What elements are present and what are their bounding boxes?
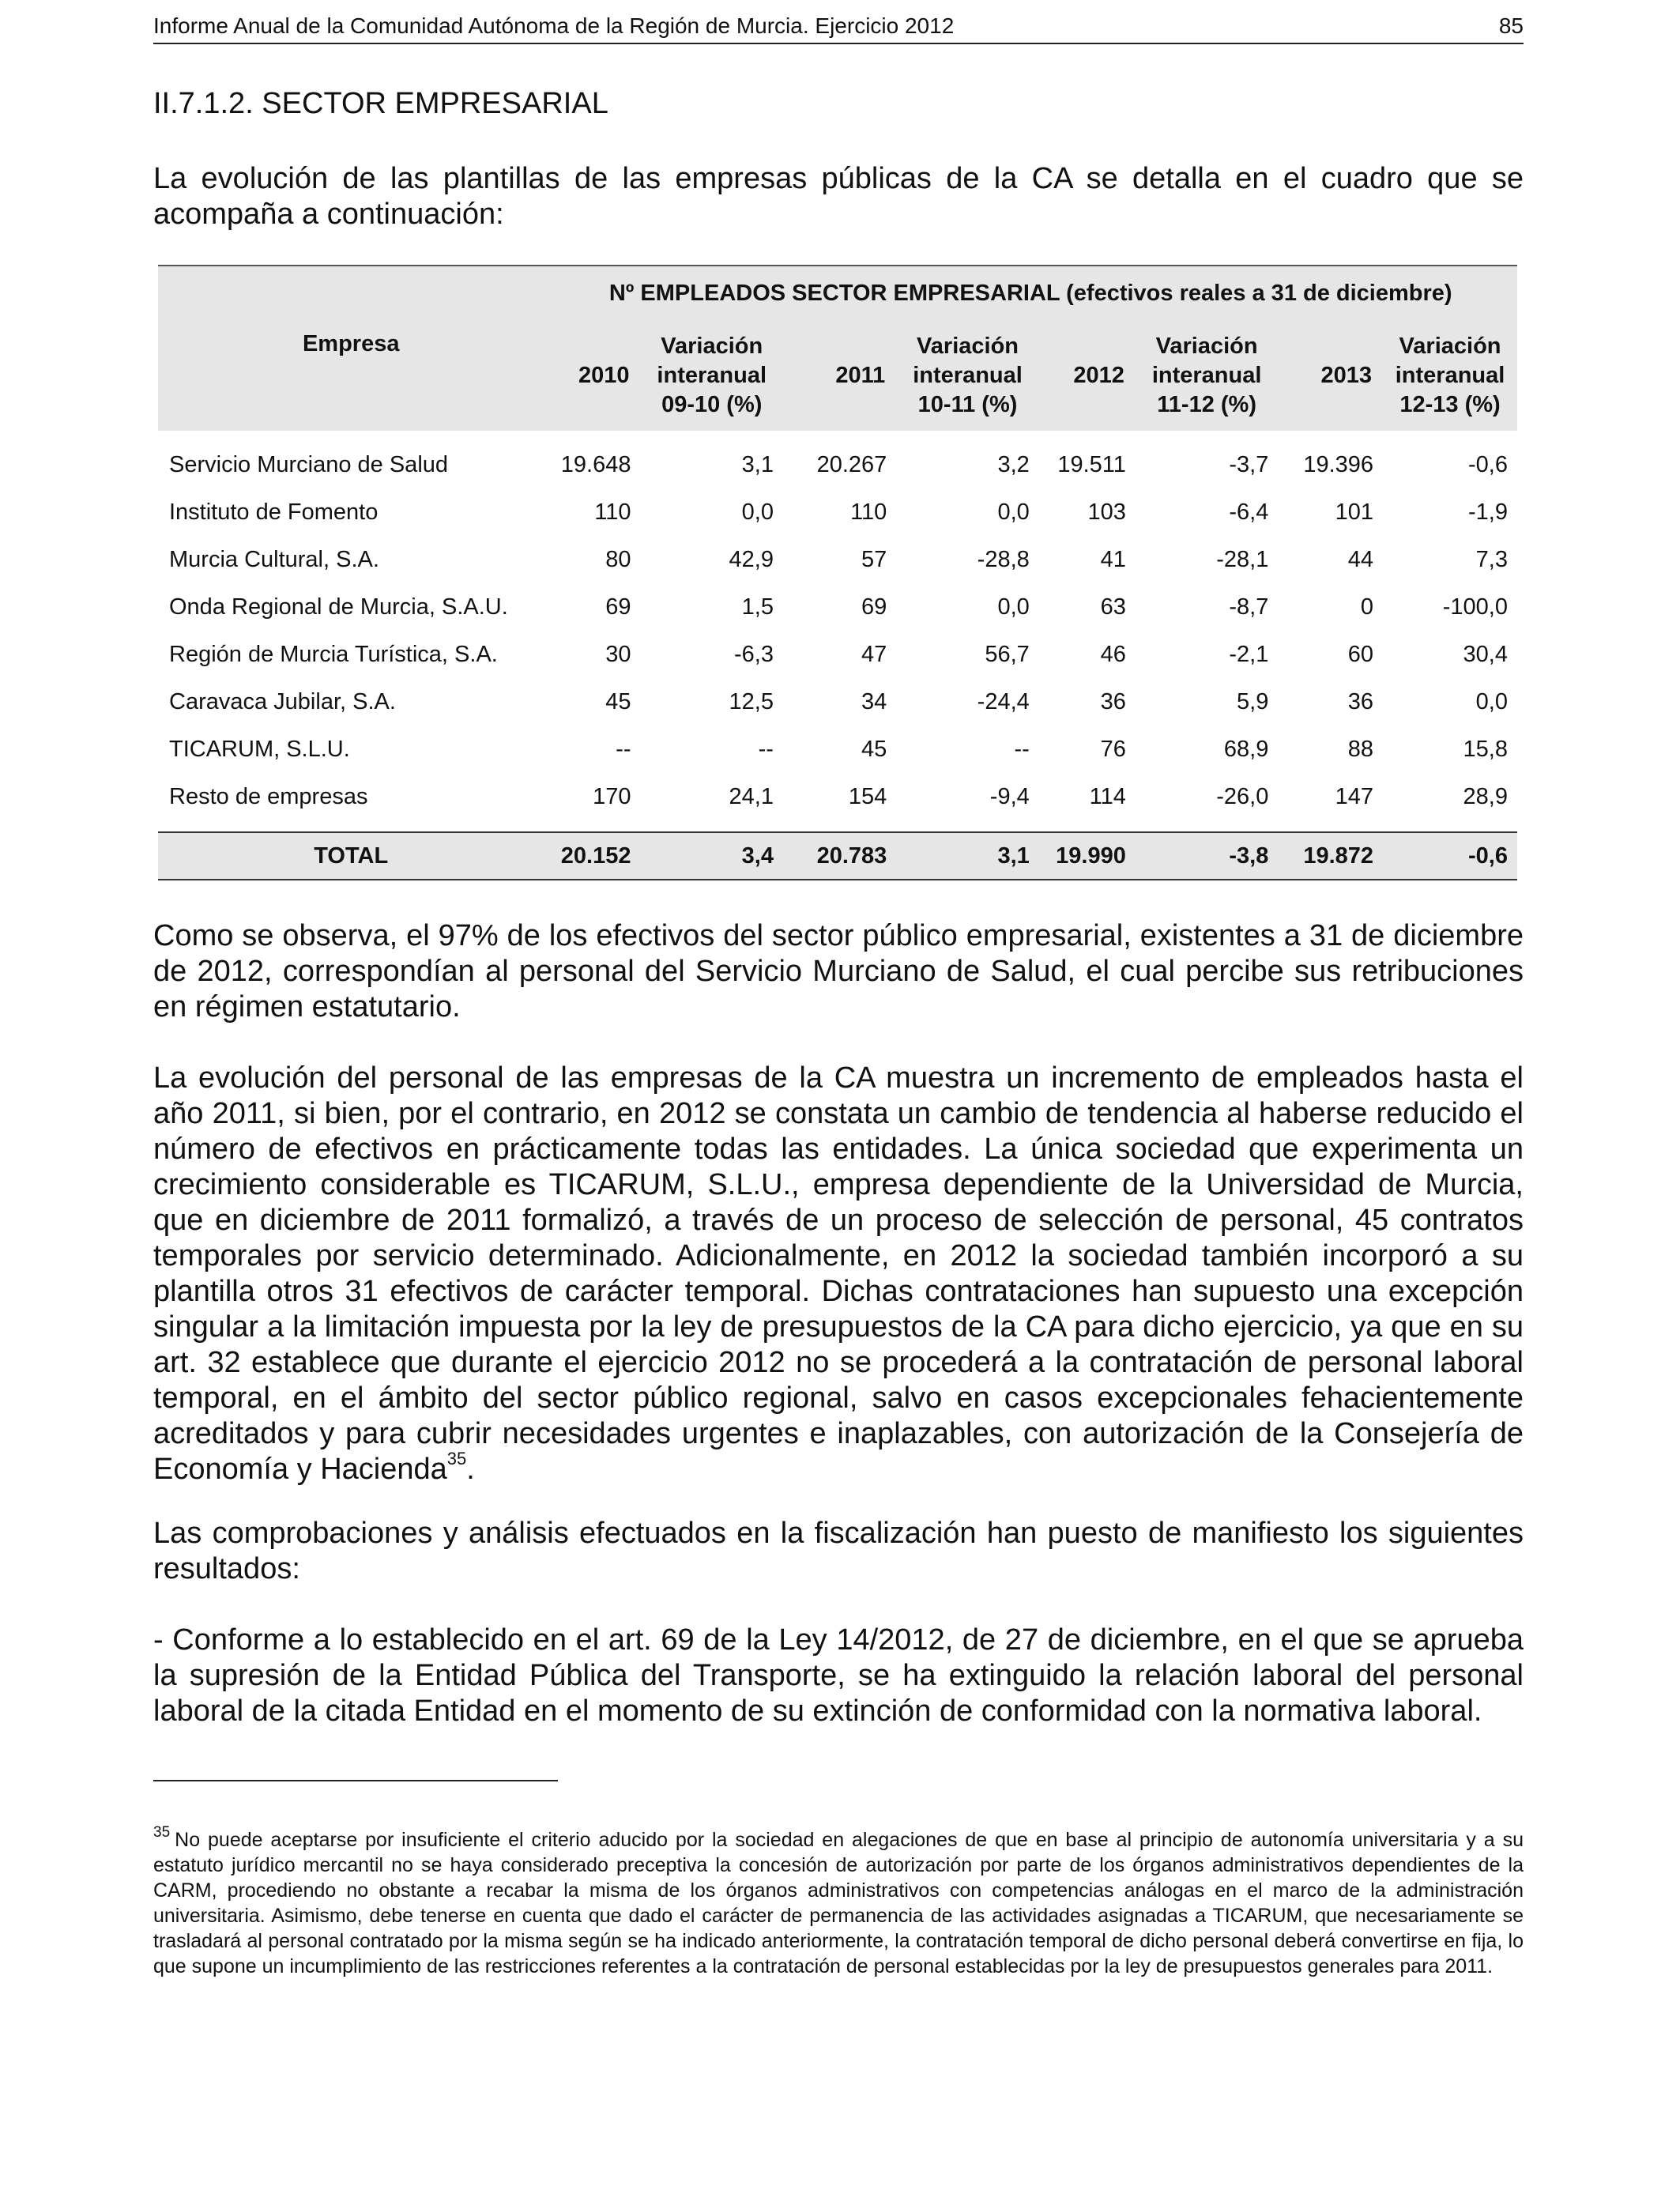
value-cell: 1,5 [741, 594, 774, 620]
total-value-cell: 19.872 [1278, 832, 1383, 880]
value-cell: 19.396 [1303, 451, 1374, 477]
company-name-cell: Onda Regional de Murcia, S.A.U. [169, 594, 508, 620]
page-number: 85 [1498, 13, 1524, 38]
column-header-4 [1039, 320, 1136, 431]
company-name-cell: Resto de empresas [169, 783, 368, 809]
value-cell: -28,1 [1216, 546, 1269, 572]
column-header-line: 10-11 (%) [917, 391, 1018, 417]
value-cell: -- [758, 736, 774, 762]
value-cell: 3,2 [997, 451, 1030, 477]
value-cell: 19.511 [1057, 451, 1126, 477]
total-value-cell: 3,1 [896, 832, 1038, 880]
column-header-1 [640, 320, 782, 431]
value-cell: 36 [1347, 688, 1374, 714]
column-header-line: Variación [661, 333, 763, 359]
value-cell: -1,9 [1468, 499, 1508, 525]
value-cell: -100,0 [1442, 594, 1508, 620]
value-cell: 19.648 [560, 451, 631, 477]
table-row [158, 431, 1517, 488]
header-title: Informe Anual de la Comunidad Autónoma de la Región de Murcia. Ejercicio 2012 [153, 13, 955, 38]
value-cell: -3,7 [1229, 451, 1269, 477]
column-header-5 [1136, 320, 1278, 431]
table-row [158, 773, 1517, 820]
value-cell: 68,9 [1223, 736, 1269, 762]
value-cell: -- [1014, 736, 1030, 762]
intro-paragraph: La evolución de las plantillas de las empresas públicas de la CA se detalla en el cuadro que se acompaña a continuación: [153, 162, 1524, 231]
spacer-cell [158, 820, 1517, 832]
value-cell: 24,1 [729, 783, 774, 809]
value-cell: 45 [861, 736, 887, 762]
column-header-2 [783, 320, 896, 431]
table-row [158, 536, 1517, 583]
value-cell: 80 [605, 546, 631, 572]
total-row [158, 832, 1517, 880]
total-value-cell: 20.783 [783, 832, 896, 880]
column-header-line: 2013 [1320, 362, 1373, 388]
value-cell: 34 [861, 688, 887, 714]
company-name-cell: Región de Murcia Turística, S.A. [169, 641, 498, 667]
value-cell: 41 [1100, 546, 1126, 572]
value-cell: -2,1 [1229, 641, 1269, 667]
column-header-line: 11-12 (%) [1157, 391, 1256, 417]
section-title: II.7.1.2. SECTOR EMPRESARIAL [153, 87, 608, 120]
column-header-3 [896, 320, 1038, 431]
value-cell: -9,4 [989, 783, 1030, 809]
value-cell: 63 [1100, 594, 1126, 620]
paragraph-3: Las comprobaciones y análisis efectuados en la fiscalización han puesto de manifiesto los siguientes resultados: [153, 1517, 1524, 1585]
value-cell: 15,8 [1463, 736, 1508, 762]
paragraph-1: Como se observa, el 97% de los efectivos del sector público empresarial, existentes a 31 de diciembre de 2012, correspondían al personal del Servicio Murciano de Salud, el cual percibe sus retribuciones en régimen estatutario. [153, 919, 1524, 1023]
value-cell: 5,9 [1237, 688, 1269, 714]
table-row [158, 631, 1517, 678]
column-header-6 [1278, 320, 1383, 431]
column-header-line: interanual [1395, 362, 1505, 388]
employees-table [158, 265, 1517, 880]
value-cell: 147 [1335, 783, 1374, 809]
table-group-title: Nº EMPLEADOS SECTOR EMPRESARIAL (efectivos reales a 31 de diciembre) [544, 266, 1517, 320]
value-cell: 0,0 [741, 499, 774, 525]
column-header-line: interanual [913, 362, 1023, 388]
value-cell: 7,3 [1475, 546, 1508, 572]
total-value-cell: 20.152 [544, 832, 640, 880]
value-cell: 0,0 [997, 594, 1030, 620]
value-cell: 69 [605, 594, 631, 620]
value-cell: 30 [605, 641, 631, 667]
spacer-row [158, 820, 1517, 832]
value-cell: 0,0 [997, 499, 1030, 525]
footnote [153, 1824, 1524, 1979]
value-cell: 57 [861, 546, 887, 572]
column-header-line: 12-13 (%) [1399, 391, 1501, 417]
column-header-0 [544, 320, 640, 431]
value-cell: 0 [1360, 594, 1374, 620]
empresa-header: Empresa [158, 266, 544, 431]
company-name-cell: Instituto de Fomento [169, 499, 379, 525]
value-cell: 69 [861, 594, 887, 620]
table-row [158, 726, 1517, 773]
value-cell: 20.267 [816, 451, 887, 477]
column-header-line: 09-10 (%) [661, 391, 763, 417]
paragraph-2-end: . [466, 1453, 475, 1486]
value-cell: 154 [848, 783, 887, 809]
value-cell: 42,9 [729, 546, 774, 572]
value-cell: -28,8 [977, 546, 1030, 572]
value-cell: 44 [1347, 546, 1374, 572]
column-header-7 [1383, 320, 1517, 431]
value-cell: -6,3 [733, 641, 774, 667]
company-name-cell: Servicio Murciano de Salud [169, 451, 449, 477]
value-cell: 45 [605, 688, 631, 714]
value-cell: 3,1 [741, 451, 774, 477]
company-name-cell: Murcia Cultural, S.A. [169, 546, 379, 572]
paragraph-2 [153, 1061, 1524, 1487]
total-value-cell: 3,4 [640, 832, 782, 880]
column-header-line: 2010 [578, 362, 630, 388]
value-cell: 56,7 [985, 641, 1030, 667]
value-cell: 76 [1100, 736, 1126, 762]
total-value-cell: -3,8 [1136, 832, 1278, 880]
value-cell: 30,4 [1463, 641, 1508, 667]
footnote-divider [153, 1780, 558, 1781]
total-value-cell: 19.990 [1039, 832, 1136, 880]
value-cell: 110 [594, 499, 631, 525]
value-cell: -8,7 [1229, 594, 1269, 620]
table-body [158, 431, 1517, 880]
value-cell: 12,5 [729, 688, 774, 714]
paragraph-2-text: La evolución del personal de las empresas de la CA muestra un incremento de empleados hasta el año 2011, si bien, por el contrario, en 2012 se constata un cambio de tendencia al haberse reducido el número de efectivos en prácticamente todas las entidades. La única sociedad que experimenta un crecimiento considerable es TICARUM, S.L.U., empresa dependiente de la Universidad de Murcia, que en diciembre de 2011 formalizó, a través de un proceso de selección de personal, 45 contratos temporales por servicio determinado. Adicionalmente, en 2012 la sociedad también incorporó a su plantilla otros 31 efectivos de carácter temporal. Dichas contrataciones han supuesto una excepción singular a la limitación impuesta por la ley de presupuestos de la CA para dicho ejercicio, ya que en su art. 32 establece que durante el ejercicio 2012 no se procederá a la contratación de personal laboral temporal, en el ámbito del sector público regional, salvo en casos excepcionales fehacientemente acreditados y para cubrir necesidades urgentes e inaplazables, con autorización de la Consejería de Economía y Hacienda [153, 1061, 1524, 1486]
value-cell: 46 [1100, 641, 1126, 667]
value-cell: 110 [850, 499, 887, 525]
footnote-text: No puede aceptarse por insuficiente el criterio aducido por la sociedad en alegaciones de que en base al principio de autonomía universitaria y a su estatuto jurídico mercantil no se haya considerado preceptiva la concesión de autorización por parte de los órganos administrativos dependientes de la CARM, procediendo no obstante a recabar la misma de los órganos administrativos con competencias análogas en el marco de la administración universitaria. Asimismo, debe tenerse en cuenta que dado el carácter de permanencia de las actividades asignadas a TICARUM, que necesariamente se trasladará al personal contratado por la misma según se ha indicado anteriormente, la contratación temporal de dicho personal deberá convertirse en fija, lo que supone un incumplimiento de las restricciones referentes a la contratación de personal establecidas por la ley de presupuestos generales para 2011. [153, 1829, 1524, 1977]
value-cell: 47 [861, 641, 887, 667]
column-header-line: Variación [1155, 333, 1258, 359]
value-cell: -- [616, 736, 631, 762]
employees-table-container [158, 265, 1517, 880]
paragraph-4: - Conforme a lo establecido en el art. 69 de la Ley 14/2012, de 27 de diciembre, en el que se aprueba la supresión de la Entidad Pública del Transporte, se ha extinguido la relación laboral del personal laboral de la citada Entidad en el momento de su extinción de conformidad con la normativa laboral. [153, 1623, 1524, 1728]
table-row [158, 678, 1517, 726]
footnote-number: 35 [153, 1824, 171, 1841]
table-row [158, 583, 1517, 631]
column-header-line: 2012 [1073, 362, 1124, 388]
value-cell: -26,0 [1216, 783, 1269, 809]
column-header-line: Variación [917, 333, 1019, 359]
column-header-line: interanual [657, 362, 767, 388]
value-cell: -24,4 [977, 688, 1030, 714]
value-cell: 103 [1087, 499, 1126, 525]
value-cell: 101 [1335, 499, 1374, 525]
value-cell: -6,4 [1229, 499, 1269, 525]
value-cell: 170 [593, 783, 631, 809]
column-header-line: interanual [1151, 362, 1262, 388]
value-cell: 28,9 [1463, 783, 1508, 809]
column-header-line: 2011 [835, 362, 886, 388]
value-cell: 88 [1347, 736, 1374, 762]
value-cell: 36 [1100, 688, 1126, 714]
value-cell: -0,6 [1468, 451, 1508, 477]
table-row [158, 488, 1517, 536]
company-name-cell: TICARUM, S.L.U. [169, 736, 350, 762]
value-cell: 0,0 [1475, 688, 1508, 714]
total-label: TOTAL [158, 832, 544, 880]
footnote-reference[interactable]: 35 [446, 1449, 467, 1468]
total-value-cell: -0,6 [1383, 832, 1517, 880]
running-header [153, 5, 1524, 44]
column-header-line: Variación [1399, 333, 1501, 359]
value-cell: 60 [1347, 641, 1374, 667]
value-cell: 114 [1089, 783, 1126, 809]
company-name-cell: Caravaca Jubilar, S.A. [169, 688, 396, 714]
